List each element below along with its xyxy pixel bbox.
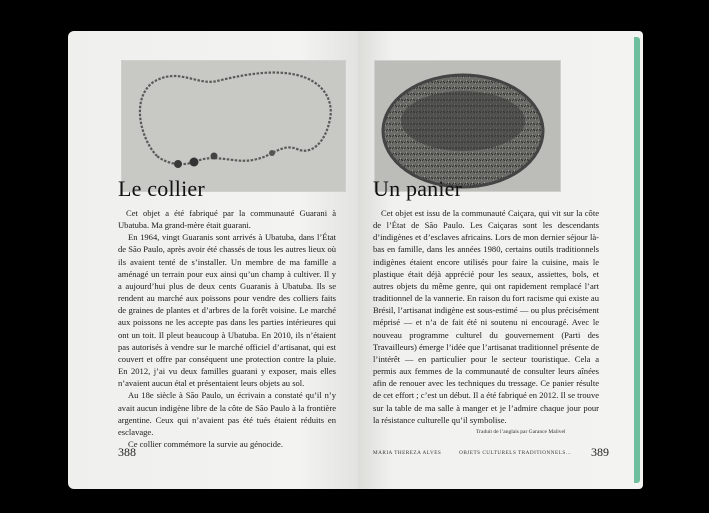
page-edge-color (634, 37, 640, 483)
left-paragraph: Au 18e siècle à São Paulo, un écrivain a constaté qu’il n’y avait aucun indigène libre de la côte de São Paulo à la frontière argentine. Ceux qui n’avaient pas été tués étaient réduits en esclavage. (118, 390, 336, 437)
necklace-icon (122, 61, 345, 191)
translation-credit: Traduit de l’anglais par Garance Malivel (476, 429, 566, 435)
left-page (68, 31, 358, 489)
right-paragraph: Cet objet est issu de la communauté Caiçara, qui vit sur la côte de l’État de São Paulo. Les Caiçaras sont les descendants d’indigènes et d’esclaves africains. Lors de mon dernier séjour là-bas en famille, dans les années 1980, certains outils traditionnels indigènes étaient encore utilisés pour faire la cuisine, mais le plastique était déjà apprécié pour les seaux, assiettes, bols, et autres objets du même genre, qui ont rapidement remplacé l’art traditionnel de la vannerie. En raison du fort racisme qui existe au Brésil, l’artisanat indigène est sous-estimé — ou plus précisément méprisé — et n’a de fait été ni soutenu ni encouragé. Avec le nouveau programme culturel du gouvernement (Parti des Travailleurs) émerge l’idée que l’artisanat traditionnel présente de l’intérêt — en particulier pour le secteur touristique. Cela a permis aux femmes de la communauté de consulter leurs aînées afin de renouer avec les techniques du tressage. Ce panier résulte de cet effort ; c’est un début. Il a été fabriqué en 2012. Il se trouve sur la table de ma salle à manger et je l’admire chaque jour pour la résistance culturelle qu’il symbolise. (373, 208, 600, 425)
right-body-text (373, 207, 599, 426)
running-head-author: MARIA THEREZA ALVES (373, 450, 442, 456)
open-book (68, 31, 643, 489)
right-page-number: 389 (591, 445, 609, 459)
left-paragraph: Cet objet a été fabriqué par la communauté Guarani à Ubatuba. Ma grand-mère était guarani. (118, 208, 336, 231)
left-paragraph: En 1964, vingt Guaranis sont arrivés à Ubatuba, dans l’État de São Paulo, après avoir été chassés de tous les autres lieux où ils avaient tenté de s’installer. Un membre de ma famille a aménagé un terrain pour eux ainsi qu’un champ à cultiver. Il y a aujourd’hui plus de deux cents Guaranis à Ubatuba. Ils se rendent au marché aux poissons pour vendre des colliers faits de graines de plantes et d’arbres de la forêt voisine. Le marché aux poissons ne les accepte pas dans les parties intérieures qui ont un toit. Il pleut beaucoup à Ubatuba. En 2010, ils n’étaient pas autorisés à vendre sur le marché officiel d’artisanat, qui est couvert et offre par conséquent une protection contre la pluie. En 2012, j’ai vu deux familles guarani y exposer, mais elles n’avaient aucun étal et présentaient leurs objets au sol. (118, 232, 336, 389)
left-paragraph: Ce collier commémore la survie au génocide. (128, 438, 283, 449)
basket-icon (375, 61, 560, 191)
necklace-photo (121, 60, 346, 192)
right-heading: Un panier (373, 176, 463, 201)
basket-photo (374, 60, 561, 192)
left-page-number: 388 (118, 445, 136, 459)
left-body-text (118, 207, 336, 450)
right-page (358, 31, 643, 489)
running-head-title: OBJETS CULTURELS TRADITIONNELS… (459, 450, 572, 456)
running-head (373, 450, 587, 456)
left-heading: Le collier (118, 176, 205, 201)
